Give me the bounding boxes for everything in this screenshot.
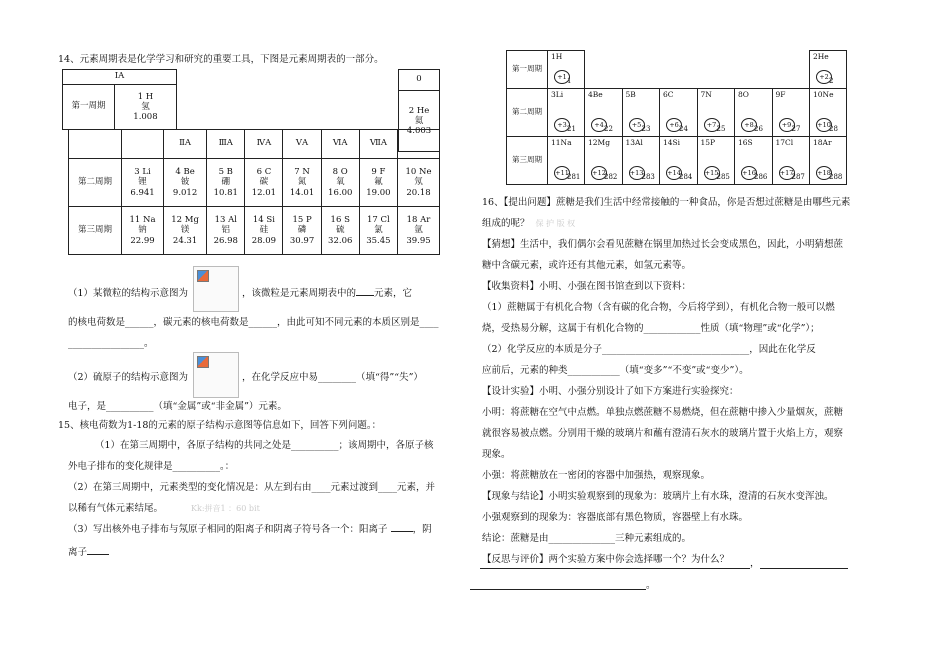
atom-h: 1H +1 1: [548, 51, 585, 89]
result-b: 小强观察到的现象为：容器底部有黑色物质，容器壁上有水珠。: [482, 512, 749, 523]
q14-intro: 14、元素周期表是化学学习和研究的重要工具，下图是元素周期表的一部分。: [58, 54, 384, 65]
group-iva-header: ⅣA: [245, 130, 283, 159]
collect-info: 【收集资料】小明、小强在图书馆查到以下资料：: [482, 281, 692, 292]
element-h: 1 H 氢 1.008: [114, 85, 176, 130]
q16-b: 组成的呢？ 保 护 版 权: [482, 218, 576, 229]
element-o: 8 O 氧 16.00: [321, 159, 359, 207]
element-mg: 12 Mg 镁 24.31: [164, 207, 207, 255]
q1-line3: ________________。: [68, 338, 154, 349]
xiaoming-b: 就很容易被点燃。分别用干燥的玻璃片和蘸有澄清石灰水的玻璃片置于火焰上方，观察: [482, 428, 844, 439]
element-p: 15 P 磷 30.97: [283, 207, 321, 255]
design-intro: 【设计实验】小明、小强分别设计了如下方案进行实验探究：: [482, 386, 739, 397]
element-s: 16 S 硫 32.06: [321, 207, 359, 255]
atom-o: 8O +8 26: [735, 89, 773, 137]
group-iiia-header: ⅢA: [207, 130, 245, 159]
atom-period-3-label: 第三周期: [507, 137, 548, 185]
atom-si: 14Si +14 284: [660, 137, 698, 185]
answer-line-2[interactable]: [760, 568, 848, 569]
result-c: 结论：蔗糖是由______________三种元素组成的。: [482, 533, 692, 544]
element-na: 11 Na 钠 22.99: [122, 207, 164, 255]
guess-a: 【猜想】生活中，我们偶尔会看见蔗糖在锅里加热过长会变成黑色，因此，小明猜想蔗: [482, 239, 844, 250]
atom-period-2-label: 第二周期: [507, 89, 548, 137]
q16-a: 16、【提出问题】蔗糖是我们生活中经常接触的一种食品，你是否想过蔗糖是由哪些元素: [482, 197, 851, 208]
group-ia-header: ⅠA: [63, 70, 177, 85]
collect-2a: （2）化学反应的本质是分子_______________________________，因此在化学反: [482, 344, 816, 355]
collect-1a: （1）蔗糖属于有机化合物（含有碳的化合物，今后将学到），有机化合物一般可以燃: [482, 302, 835, 313]
element-n: 7 N 氮 14.01: [283, 159, 321, 207]
element-li: 3 Li 锂 6.941: [122, 159, 164, 207]
atom-li: 3Li +3 21: [548, 89, 585, 137]
atom-na: 11Na +11 281: [548, 137, 585, 185]
period-1-label: 第一周期: [63, 85, 115, 130]
q15-1b: 外电子排布的变化规律是__________。：: [68, 461, 235, 472]
q1-line2: 的核电荷数是______，碳元素的核电荷数是______，由此可知不同元素的本质区别是____: [68, 317, 439, 328]
group-va-header: ⅤA: [283, 130, 321, 159]
faint-watermark-2: 保 护 版 权: [535, 219, 576, 228]
atom-n: 7N +7 25: [697, 89, 735, 137]
period-2-label: 第二周期: [69, 159, 122, 207]
collect-2b: 应前后，元素的种类___________（填“变多”“不变”或“变少”）。: [482, 365, 749, 376]
atom-s: 16S +16 286: [735, 137, 773, 185]
atom-be: 4Be +4 22: [585, 89, 623, 137]
atom-ar: 18Ar +18 288: [810, 137, 847, 185]
element-ar: 18 Ar 氩 39.95: [398, 207, 440, 255]
atom-c: 6C +6 24: [660, 89, 698, 137]
period-3-label: 第三周期: [69, 207, 122, 255]
q15-1a: （1）在第三周期中，各原子结构的共同之处是__________；该周期中，各原子核: [95, 440, 434, 451]
q15-3c: 离子: [68, 547, 109, 559]
q15-3a: （3）写出核外电子排布与氖原子相同的阳离子和阴离子符号各一个：阳离子 ，阴: [68, 524, 432, 535]
element-f: 9 F 氟 19.00: [359, 159, 397, 207]
answer-line-3[interactable]: [470, 589, 646, 590]
answer-end: 。: [646, 580, 656, 591]
element-c: 6 C 碳 12.01: [245, 159, 283, 207]
broken-image-icon: [197, 356, 209, 368]
element-si: 14 Si 硅 28.09: [245, 207, 283, 255]
element-ne: 10 Ne 氖 20.18: [398, 159, 440, 207]
period-table-main: [68, 129, 440, 255]
reflect: 【反思与评价】两个实验方案中你会选择哪一个？为什么？: [482, 554, 730, 565]
atom-structure-table: [506, 50, 847, 185]
group-viia-header: ⅦA: [359, 130, 397, 159]
atom-f: 9F +9 27: [772, 89, 810, 137]
particle-diagram-image: [193, 266, 239, 312]
sulfur-diagram-image: [193, 352, 239, 398]
q2-text-a: （2）硫原子的结构示意图为: [68, 372, 189, 383]
atom-period-1-label: 第一周期: [507, 51, 548, 89]
answer-line-1[interactable]: [480, 568, 750, 569]
atom-al: 13Al +13 283: [622, 137, 660, 185]
atom-he: 2He +2 2: [810, 51, 847, 89]
q15-2b: 以稀有气体元素结尾。 Kk:拼音1 ：60 bit: [68, 503, 260, 514]
collect-1b: 烧，受热易分解，这属于有机化合物的____________性质（填“物理”或“化学”）；: [482, 323, 820, 334]
group-via-header: ⅥA: [321, 130, 359, 159]
atom-b: 5B +5 23: [622, 89, 660, 137]
atom-p: 15P +15 285: [697, 137, 735, 185]
q1-text-b: ，该微粒是元素周期表中的 元素，它: [242, 288, 413, 299]
element-he: 2 He 氦 4.003: [399, 91, 440, 152]
group-iia-header: ⅡA: [164, 130, 207, 159]
result-a: 【现象与结论】小明实验观察到的现象为：玻璃片上有水珠，澄清的石灰水变浑浊。: [482, 491, 834, 502]
guess-b: 糖中含碳元素，或许还有其他元素，如氢元素等。: [482, 260, 692, 271]
atom-mg: 12Mg +12 282: [585, 137, 623, 185]
xiaoming-c: 现象。: [482, 449, 511, 460]
q2-text-b: ，在化学反应中易________（填“得”“失”）: [242, 372, 423, 383]
atom-ne: 10Ne +10 28: [810, 89, 847, 137]
faint-watermark-1: Kk:拼音1 ：60 bit: [191, 504, 260, 513]
answer-comma: ，: [750, 558, 760, 569]
element-cl: 17 Cl 氯 35.45: [359, 207, 397, 255]
broken-image-icon: [197, 270, 209, 282]
q1-text-a: （1）某微粒的结构示意图为: [68, 288, 189, 299]
atom-cl: 17Cl +17 287: [772, 137, 810, 185]
q15-intro: 15、核电荷数为1-18的元素的原子结构示意图等信息如下，回答下列问题。：: [58, 420, 382, 431]
q2-line2: 电子，是__________（填“金属”或“非金属”）元素。: [68, 401, 287, 412]
xiaoming-a: 小明：将蔗糖在空气中点燃。单独点燃蔗糖不易燃烧，但在蔗糖中掺入少量烟灰，蔗糖: [482, 407, 844, 418]
group-0-header: 0: [399, 70, 440, 91]
period-table-h: [62, 69, 177, 130]
xiaoqiang: 小强：将蔗糖放在一密闭的容器中加强热，观察现象。: [482, 470, 711, 481]
element-be: 4 Be 铍 9.012: [164, 159, 207, 207]
element-al: 13 Al 铝 26.98: [207, 207, 245, 255]
q15-2a: （2）在第三周期中，元素类型的变化情况是：从左到右由____元素过渡到____元素，并: [68, 482, 436, 493]
element-b: 5 B 硼 10.81: [207, 159, 245, 207]
